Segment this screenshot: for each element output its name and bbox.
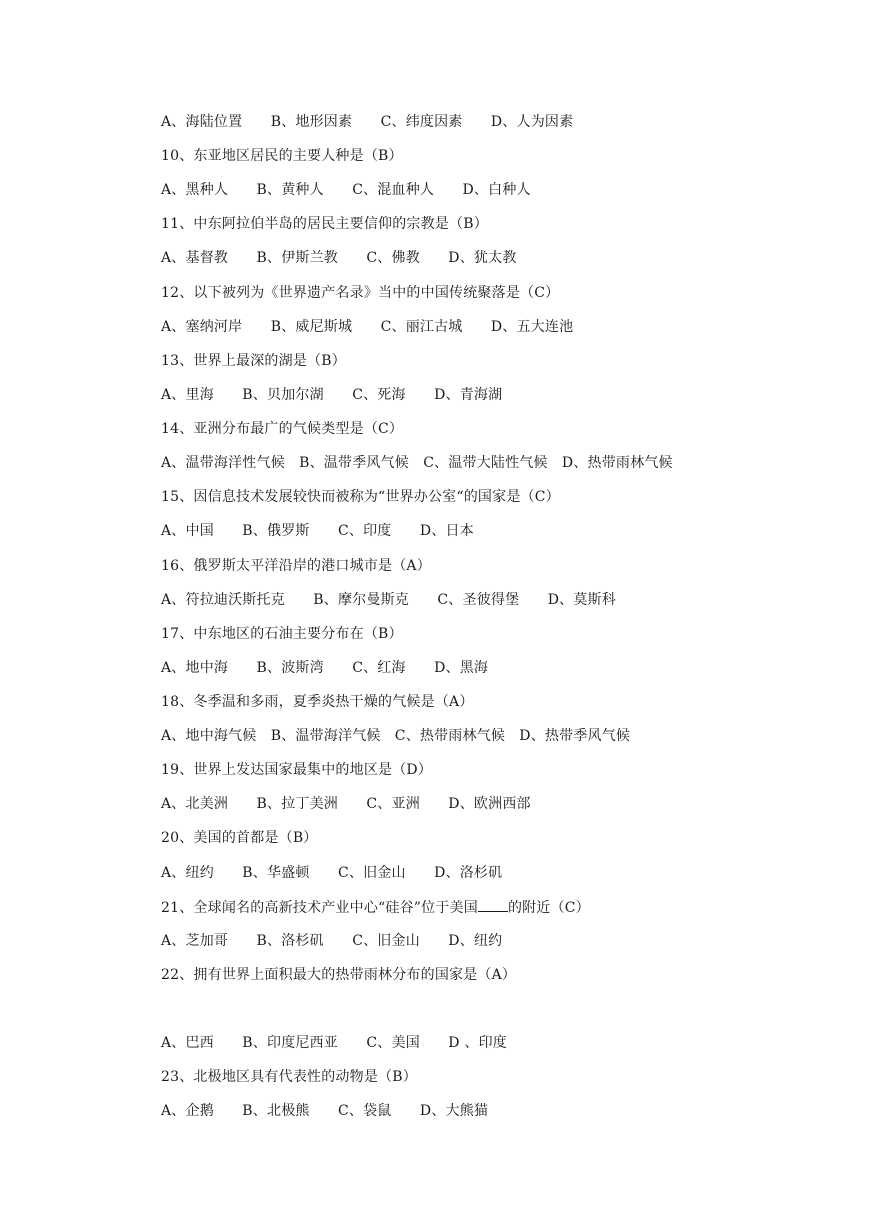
q13-question: 13、世界上最深的湖是（B） [161,353,346,369]
q10-question: 10、东亚地区居民的主要人种是（B） [161,148,403,164]
q14-question: 14、亚洲分布最广的气候类型是（C） [161,421,404,437]
q21-blank [478,898,508,912]
q19-options: A、北美洲 B、拉丁美洲 C、亚洲 D、欧洲西部 [161,796,531,812]
q20-question: 20、美国的首都是（B） [161,830,318,846]
q22-options: A、巴西 B、印度尼西亚 C、美国 D 、印度 [161,1035,507,1051]
q12-question: 12、以下被列为《世界遗产名录》当中的中国传统聚落是（C） [161,285,560,301]
q14-options: A、温带海洋性气候 B、温带季风气候 C、温带大陆性气候 D、热带雨林气候 [161,455,673,471]
q20-options: A、纽约 B、华盛顿 C、旧金山 D、洛杉矶 [161,865,503,881]
q16-options: A、符拉迪沃斯托克 B、摩尔曼斯克 C、圣彼得堡 D、莫斯科 [161,592,616,608]
q18-options: A、地中海气候 B、温带海洋气候 C、热带雨林气候 D、热带季风气候 [161,728,631,744]
q12-options: A、塞纳河岸 B、威尼斯城 C、丽江古城 D、五大连池 [161,319,574,335]
q18-question: 18、冬季温和多雨，夏季炎热干燥的气候是（A） [161,694,474,710]
q23-question: 23、北极地区具有代表性的动物是（B） [161,1069,417,1085]
q21-question [161,898,590,917]
q13-options: A、里海 B、贝加尔湖 C、死海 D、青海湖 [161,387,503,403]
q15-options: A、中国 B、俄罗斯 C、印度 D、日本 [161,523,474,539]
q21-text-before: 21、全球闻名的高新技术产业中心“硅谷”位于美国 [161,900,478,916]
q10-options: A、黑种人 B、黄种人 C、混血种人 D、白种人 [161,182,531,198]
q11-question: 11、中东阿拉伯半岛的居民主要信仰的宗教是（B） [161,216,488,232]
q21-options: A、芝加哥 B、洛杉矶 C、旧金山 D、纽约 [161,933,503,949]
q16-question: 16、俄罗斯太平洋沿岸的港口城市是（A） [161,558,431,574]
q19-question: 19、世界上发达国家最集中的地区是（D） [161,762,433,778]
q17-question: 17、中东地区的石油主要分布在（B） [161,626,403,642]
q23-options: A、企鹅 B、北极熊 C、袋鼠 D、大熊猫 [161,1103,489,1119]
q22-question: 22、拥有世界上面积最大的热带雨林分布的国家是（A） [161,967,517,983]
q17-options: A、地中海 B、波斯湾 C、红海 D、黑海 [161,660,489,676]
q11-options: A、基督教 B、伊斯兰教 C、佛教 D、犹太教 [161,250,517,266]
q15-question: 15、因信息技术发展较快而被称为“世界办公室“的国家是（C） [161,489,560,505]
q9-options: A、海陆位置 B、地形因素 C、纬度因素 D、人为因素 [161,114,574,130]
q21-text-after: 的附近（C） [507,900,590,916]
